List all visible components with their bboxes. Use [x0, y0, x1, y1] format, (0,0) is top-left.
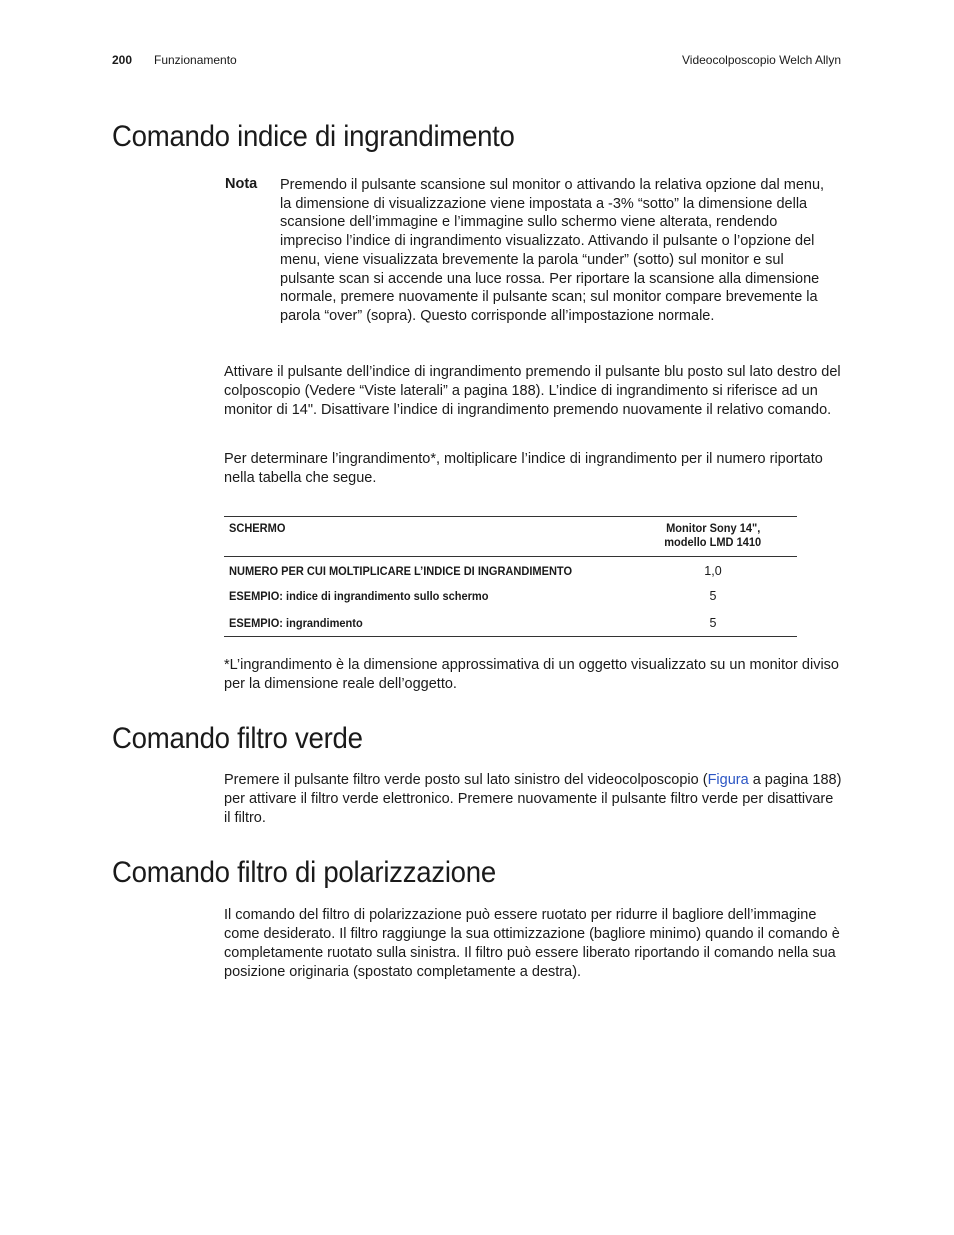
- note-label: Nota: [225, 176, 258, 192]
- magnification-paragraph-1: Attivare il pulsante dell’indice di ingrandimento premendo il pulsante blu posto sul lato destro del colposcopio (Vedere “Viste laterali” a pagina 188). L’indice di ingrandimento si riferisce ad un monitor di 14". Disattivare l’indice di ingrandimento premendo nuovamente il relativo comando.: [224, 364, 841, 418]
- header-manual-title: Videocolposcopio Welch Allyn: [682, 53, 841, 67]
- note-text: Premendo il pulsante scansione sul monitor o attivando la relativa opzione dal menu, la dimensione di visualizzazione viene impostata a -3% “sotto” la dimensione della scansione dell’immagine e l’immagine sullo schermo viene alterata, rendendo impreciso l’indice di ingrandimento visualizzato. Attivando il pulsante o l’opzione del menu, viene visualizzata brevemente la parola “under” (sotto) sul monitor e sul pulsante scan si accende una luce rossa. Per riportare la scansione alla dimensione normale, premere nuovamente il pulsante scan; sul monitor compare brevemente la parola “over” (sopra). Questo corrisponde all’impostazione normale.: [280, 177, 825, 324]
- header-section: Funzionamento: [154, 53, 237, 67]
- table-cell-value: 1,0: [704, 564, 722, 578]
- figure-link[interactable]: Figura: [707, 772, 749, 788]
- magnification-paragraph-2: Per determinare l’ingrandimento*, moltiplicare l’indice di ingrandimento per il numero riportato nella tabella che segue.: [224, 451, 823, 486]
- table-cell-label: ESEMPIO: indice di ingrandimento sullo schermo: [229, 589, 489, 604]
- magnification-footnote: *L’ingrandimento è la dimensione approssimativa di un oggetto visualizzato su un monitor diviso per la dimensione reale dell’oggetto.: [224, 657, 839, 692]
- table-cell-label: ESEMPIO: ingrandimento: [229, 615, 363, 630]
- heading-green-filter: Comando filtro verde: [112, 722, 363, 755]
- green-filter-paragraph: Premere il pulsante filtro verde posto sul lato sinistro del videocolposcopio (Figura a pagina 188) per attivare il filtro verde elettronico. Premere nuovamente il pulsante filtro verde per disattivare il filtro.: [224, 772, 842, 826]
- table-row: [224, 610, 797, 637]
- table-header-row: [224, 517, 797, 557]
- table-cell-value: 5: [709, 589, 717, 604]
- table-row: [224, 557, 797, 584]
- heading-polarizing-filter: Comando filtro di polarizzazione: [112, 856, 496, 889]
- page-number: 200: [112, 53, 133, 67]
- table-header-monitor: Monitor Sony 14", modello LMD 1410: [664, 521, 762, 549]
- table-cell-value: 5: [709, 615, 717, 630]
- table-header-screen: SCHERMO: [229, 521, 286, 535]
- table-cell-label: NUMERO PER CUI MOLTIPLICARE L’INDICE DI INGRANDIMENTO: [229, 564, 573, 578]
- magnification-table: [224, 516, 797, 637]
- heading-magnification-index: Comando indice di ingrandimento: [112, 120, 515, 153]
- polarizing-filter-paragraph: Il comando del filtro di polarizzazione può essere ruotato per ridurre il bagliore dell’immagine come desiderato. Il filtro raggiunge la sua ottimizzazione (bagliore minimo) quando il comando è completamente ruotato sulla sinistra. Il filtro può essere liberato riportando il comando nella sua posizione originaria (spostato completamente a destra).: [224, 907, 840, 980]
- table-row: [224, 583, 797, 610]
